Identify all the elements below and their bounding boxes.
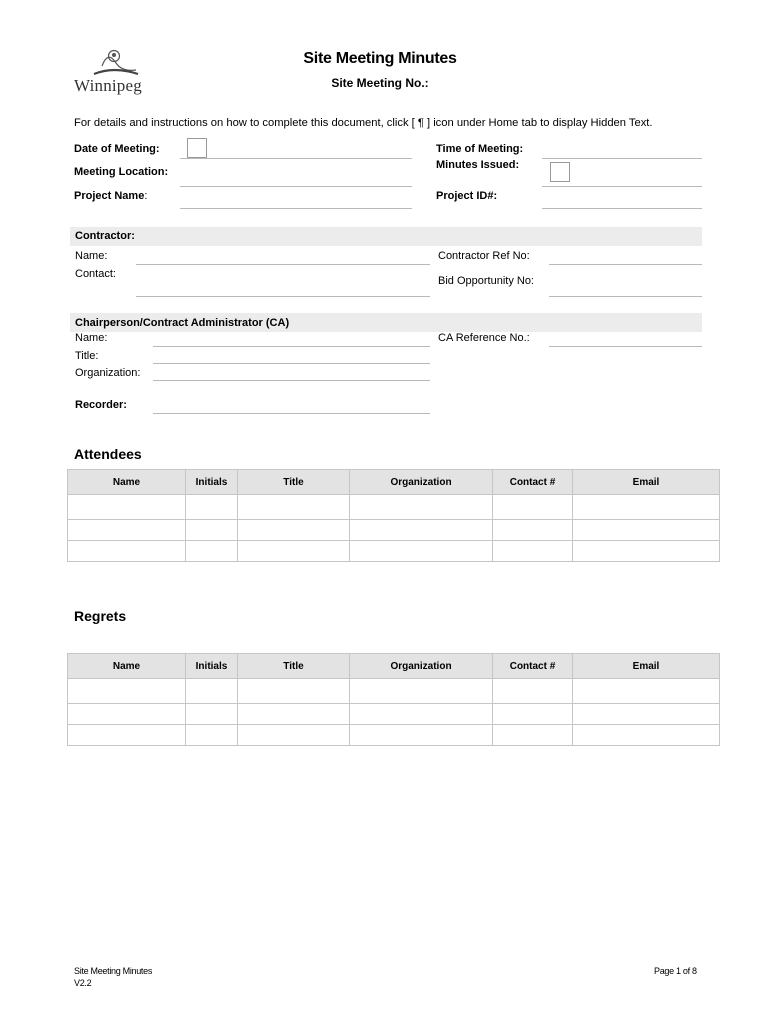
date-of-meeting-field[interactable] [187,138,207,158]
ca-reference-field[interactable] [549,346,702,347]
table-cell[interactable] [238,520,350,541]
table-cell[interactable] [186,520,238,541]
contractor-name-field[interactable] [136,264,430,265]
table-cell[interactable] [493,679,573,704]
table-cell[interactable] [573,679,720,704]
time-of-meeting-label: Time of Meeting: [436,143,524,155]
date-of-meeting-line [180,158,412,159]
table-cell[interactable] [573,495,720,520]
regrets-table [67,653,720,746]
date-of-meeting-label: Date of Meeting: [74,143,160,155]
project-id-label: Project ID#: [436,190,498,202]
column-header-title: Title [238,654,350,679]
attendees-table [67,469,720,562]
site-meeting-number-label: Site Meeting No.: [331,76,429,90]
contractor-contact-label: Contact: [75,268,116,280]
table-cell[interactable] [350,520,493,541]
table-cell[interactable] [493,704,573,725]
project-id-field[interactable] [542,208,702,209]
logo-text: Winnipeg [74,76,142,95]
table-cell[interactable] [573,541,720,562]
table-cell[interactable] [186,495,238,520]
table-cell[interactable] [573,725,720,746]
table-cell[interactable] [238,704,350,725]
table-cell[interactable] [186,541,238,562]
ca-reference-label: CA Reference No.: [438,332,530,344]
column-header-name: Name [68,470,186,495]
bid-opportunity-label: Bid Opportunity No: [438,275,534,287]
column-header-initials: Initials [186,470,238,495]
table-cell[interactable] [493,725,573,746]
recorder-field[interactable] [153,413,430,414]
table-cell[interactable] [573,520,720,541]
table-cell[interactable] [350,679,493,704]
footer-page-number: Page 1 of 8 [654,966,697,976]
table-cell[interactable] [493,541,573,562]
table-cell[interactable] [186,725,238,746]
time-of-meeting-field[interactable] [542,158,702,159]
project-name-field[interactable] [180,208,412,209]
attendees-heading: Attendees [74,446,142,462]
table-cell[interactable] [350,541,493,562]
document-title: Site Meeting Minutes [303,50,457,67]
table-row [68,495,720,520]
ca-organization-label: Organization: [75,367,141,379]
winnipeg-logo [72,46,152,98]
table-cell[interactable] [68,495,186,520]
table-cell[interactable] [350,495,493,520]
contractor-ref-field[interactable] [549,264,702,265]
table-row [68,704,720,725]
chairperson-section-header [70,313,702,332]
ca-name-label: Name: [75,332,108,344]
instructions-text: For details and instructions on how to complete this document, click [ ¶ ] icon under Home tab to display Hidden Text. [74,117,653,129]
table-row [68,725,720,746]
table-row [68,520,720,541]
ca-name-field[interactable] [153,346,430,347]
table-row [68,679,720,704]
column-header-title: Title [238,470,350,495]
table-cell[interactable] [68,520,186,541]
column-header-email: Email [573,654,720,679]
ca-title-field[interactable] [153,363,430,364]
table-cell[interactable] [238,679,350,704]
table-cell[interactable] [68,704,186,725]
column-header-contact: Contact # [493,470,573,495]
column-header-name: Name [68,654,186,679]
minutes-issued-field[interactable] [550,162,570,182]
table-cell[interactable] [68,679,186,704]
contractor-ref-label: Contractor Ref No: [438,250,530,262]
minutes-issued-line [542,186,702,187]
ca-title-label: Title: [75,350,99,362]
contractor-name-label: Name: [75,250,108,262]
column-header-email: Email [573,470,720,495]
regrets-heading: Regrets [74,608,127,624]
table-row [68,541,720,562]
table-cell[interactable] [186,704,238,725]
winnipeg-emblem-icon [72,46,152,80]
footer-document-name: Site Meeting Minutes [74,966,153,976]
project-name-label: Project Name: [74,190,148,202]
table-cell[interactable] [493,495,573,520]
contractor-section-header [70,227,702,246]
meeting-location-field[interactable] [180,186,412,187]
table-cell[interactable] [493,520,573,541]
recorder-label: Recorder: [75,399,127,411]
table-cell[interactable] [186,679,238,704]
table-cell[interactable] [68,541,186,562]
table-cell[interactable] [350,704,493,725]
table-cell[interactable] [238,495,350,520]
bid-opportunity-field[interactable] [549,296,702,297]
minutes-issued-label: Minutes Issued: [436,159,520,171]
contractor-contact-field[interactable] [136,296,430,297]
chairperson-heading: Chairperson/Contract Administrator (CA) [75,317,290,329]
table-cell[interactable] [238,725,350,746]
table-cell[interactable] [238,541,350,562]
table-cell[interactable] [68,725,186,746]
contractor-heading: Contractor: [75,230,135,242]
column-header-initials: Initials [186,654,238,679]
column-header-organization: Organization [350,654,493,679]
column-header-contact: Contact # [493,654,573,679]
meeting-location-label: Meeting Location: [74,166,169,178]
table-cell[interactable] [573,704,720,725]
ca-organization-field[interactable] [153,380,430,381]
table-cell[interactable] [350,725,493,746]
column-header-organization: Organization [350,470,493,495]
footer-version: V2.2 [74,978,92,988]
